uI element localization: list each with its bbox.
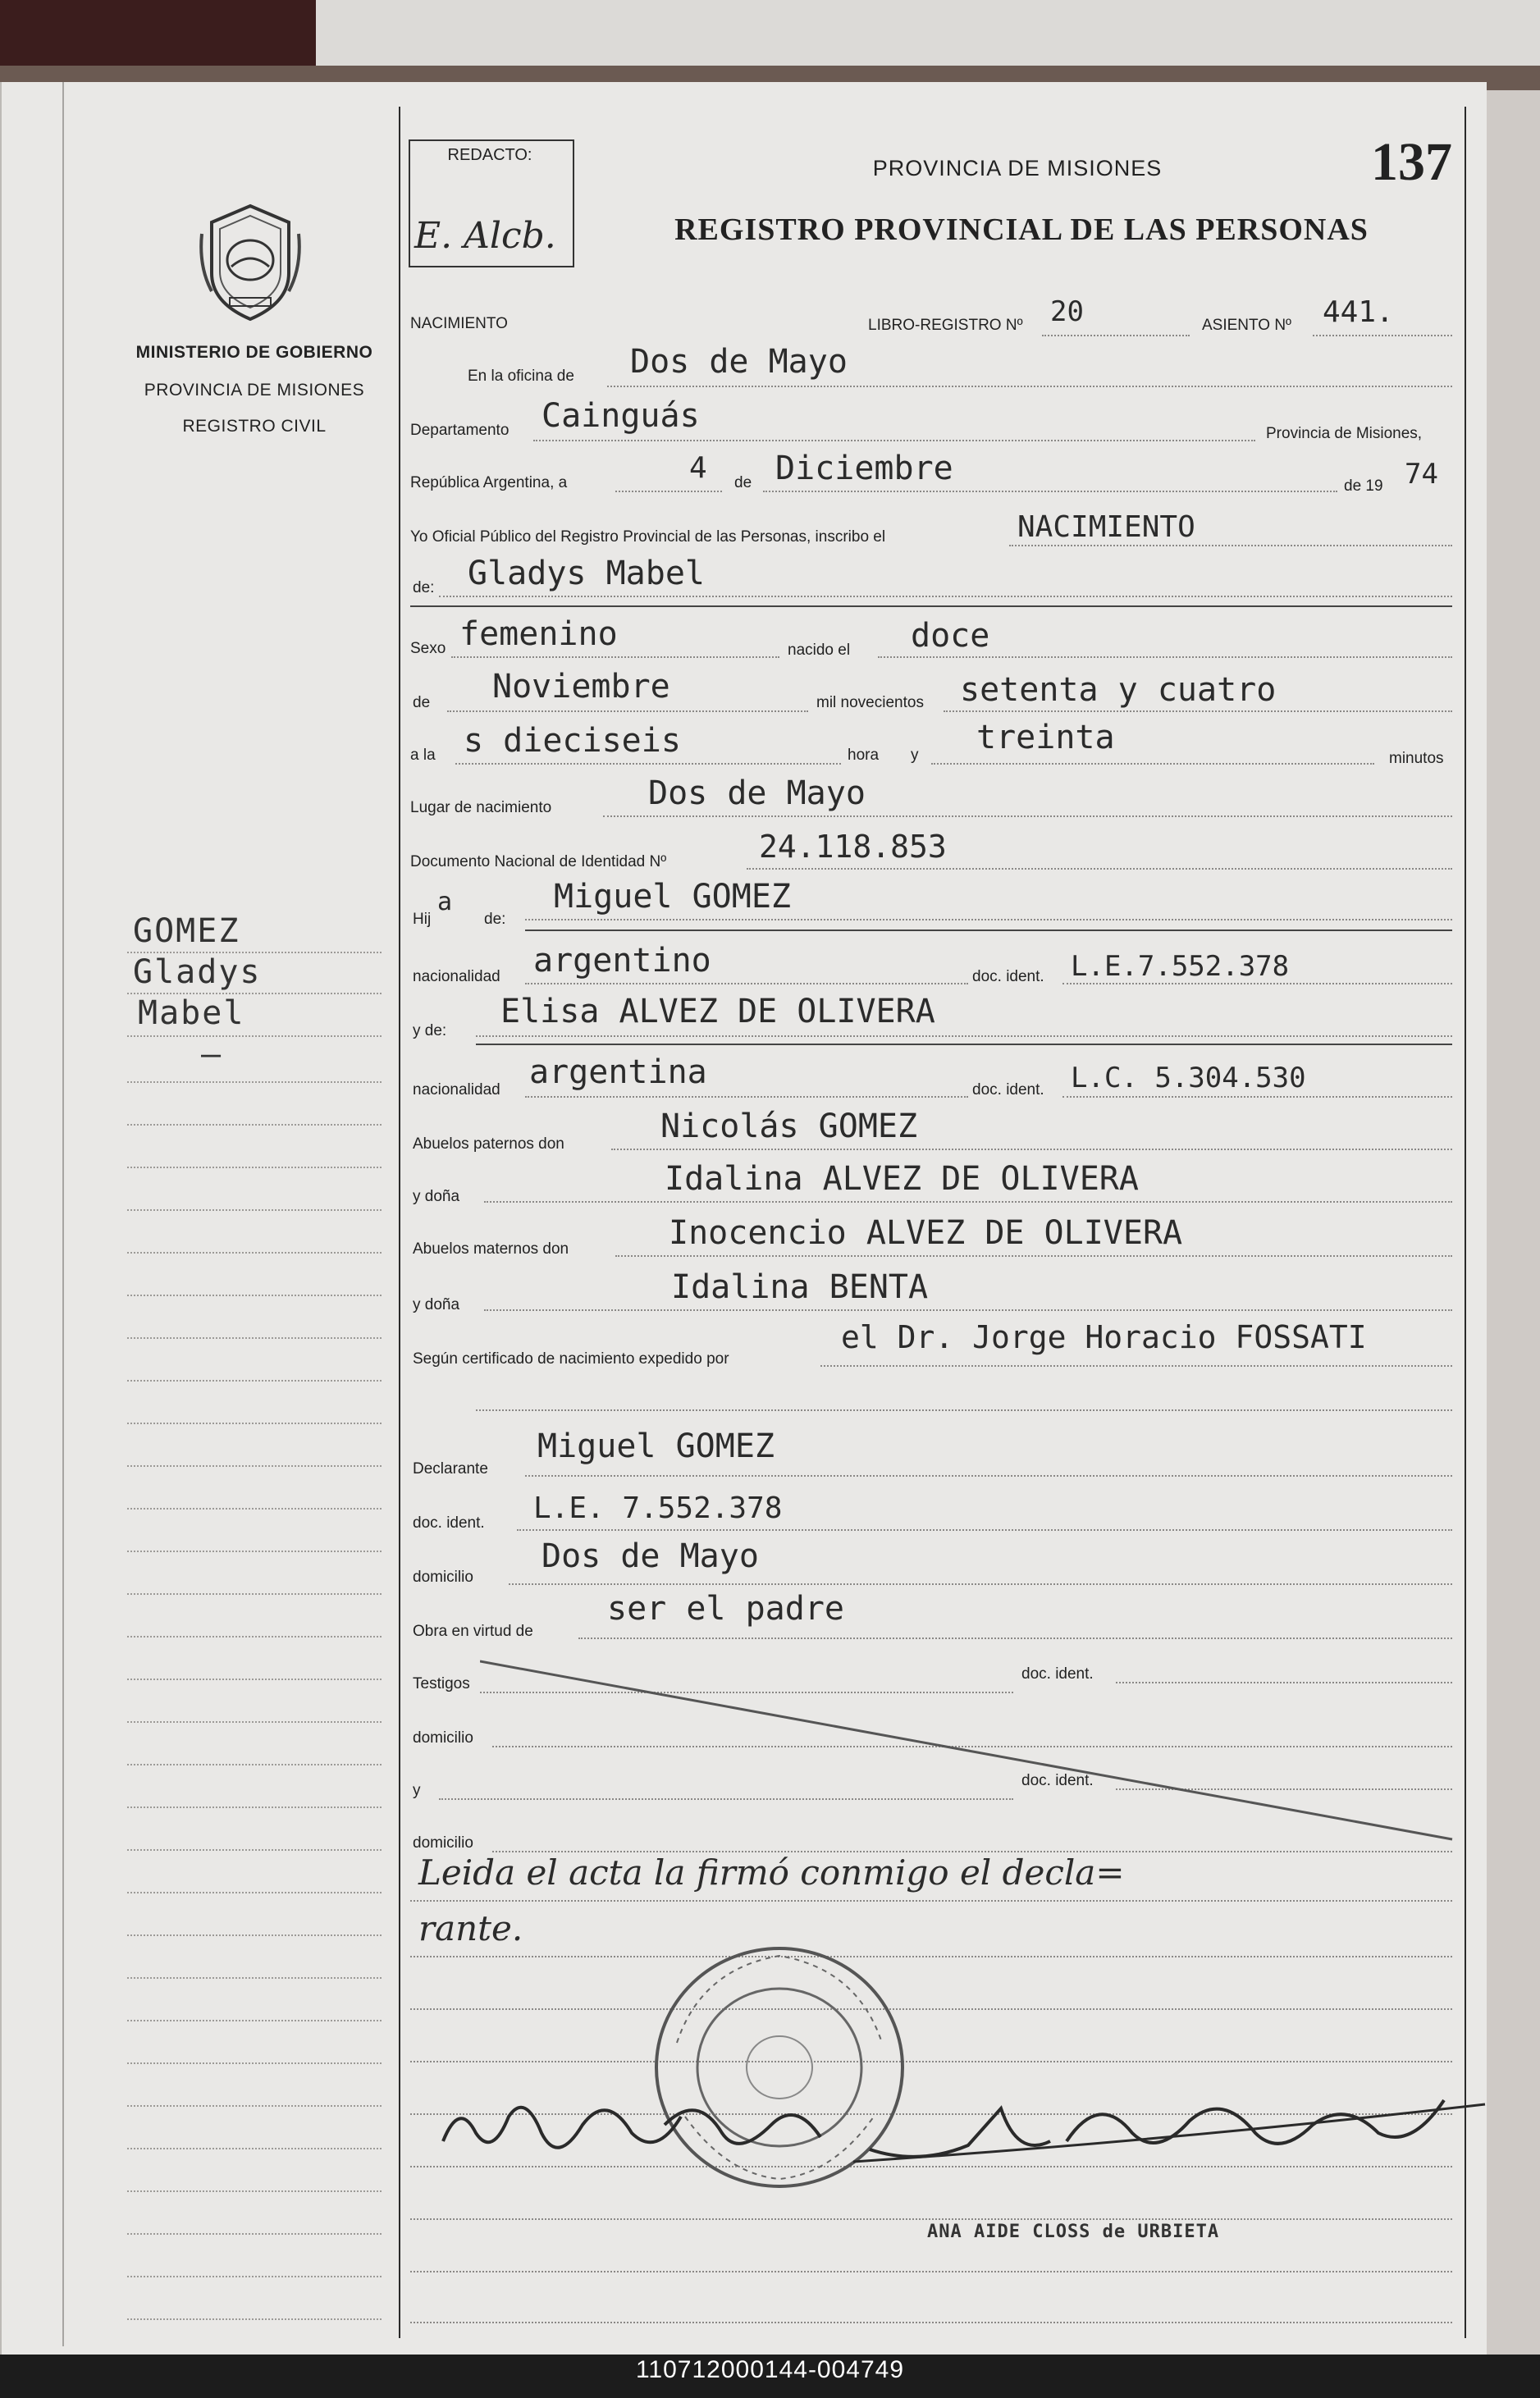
madre-rule (476, 1044, 1452, 1045)
nacido-mes-value: Noviembre (492, 668, 670, 706)
blank-line-6 (410, 2271, 1452, 2272)
margin-line (127, 1167, 382, 1168)
margin-line (127, 2062, 382, 2064)
margin-line (127, 1465, 382, 1467)
provincial-seal-emblem (197, 201, 304, 324)
domicilio-value: Dos de Mayo (542, 1537, 759, 1575)
leida-line-2 (410, 1956, 1452, 1957)
dia-line (615, 491, 722, 492)
nacimiento-label: NACIMIENTO (410, 315, 508, 332)
abuelo-mat-value: Inocencio ALVEZ DE OLIVERA (669, 1214, 1183, 1252)
blank-line-7 (410, 2322, 1452, 2323)
hij-suffix: a (437, 888, 453, 916)
doc-padre-line (1062, 983, 1452, 984)
hora-line (455, 763, 841, 765)
abuela-pat-line (484, 1201, 1452, 1203)
minutos-label: minutos (1389, 750, 1444, 767)
margin-line (127, 1636, 382, 1637)
libro-line (1042, 335, 1190, 336)
leida-text-line-1: Leida el acta la firmó conmigo el decla= (418, 1852, 1125, 1893)
margin-line (127, 1934, 382, 1936)
page-number: 137 (1371, 132, 1452, 192)
nac-padre-label: nacionalidad (413, 968, 500, 985)
margin-line (127, 1081, 382, 1083)
nacido-dia-line (878, 656, 1452, 658)
redacto-initials: E. Alcb. (414, 215, 556, 257)
padre-line (525, 919, 1452, 920)
doc-madre-line (1062, 1096, 1452, 1098)
departamento-value: Cainguás (542, 397, 700, 435)
nacido-anio-line (944, 710, 1452, 712)
margin-line (127, 1209, 382, 1211)
asiento-value: 441. (1323, 295, 1394, 329)
oficina-value: Dos de Mayo (630, 343, 848, 381)
dni-line (747, 868, 1452, 870)
redacto-label: REDACTO: (447, 146, 532, 164)
margin-dash: – (201, 1035, 223, 1073)
abuela-mat-line (484, 1309, 1452, 1311)
de-label: de (734, 474, 752, 491)
margin-line (127, 2190, 382, 2192)
minutos-value: treinta (976, 719, 1115, 756)
hora-value: s dieciseis (464, 722, 681, 760)
margin-line (127, 993, 382, 994)
nac-padre-line (525, 983, 968, 984)
abuelo-pat-value: Nicolás GOMEZ (660, 1108, 918, 1145)
madre-line (476, 1035, 1452, 1037)
hij-de-label: de: (484, 911, 506, 928)
abuelo-pat-line (611, 1149, 1452, 1150)
nombre-line (439, 596, 1452, 597)
obra-value: ser el padre (607, 1590, 844, 1628)
lugar-value: Dos de Mayo (648, 774, 866, 812)
hij-label: Hij (413, 911, 432, 928)
y-label: y (911, 747, 919, 764)
oficina-label: En la oficina de (468, 368, 574, 385)
sexo-label: Sexo (410, 640, 446, 657)
domicilio-label-t1: domicilio (413, 1729, 473, 1747)
section-rule (410, 605, 1452, 607)
mil-label: mil novecientos (816, 694, 924, 711)
margin-line (127, 2105, 382, 2107)
libro-value: 20 (1050, 295, 1084, 328)
margin-line (127, 2233, 382, 2235)
doc-padre-value: L.E.7.552.378 (1071, 950, 1290, 983)
lugar-label: Lugar de nacimiento (410, 799, 552, 816)
margin-middle-name: Mabel (138, 994, 245, 1032)
declarante-value: Miguel GOMEZ (537, 1427, 775, 1465)
doc-decl-label: doc. ident. (413, 1514, 485, 1532)
anio-value: 74 (1405, 458, 1438, 491)
book-cover-corner (0, 0, 316, 75)
testigos-cross-out (480, 1657, 1456, 1846)
margin-line (127, 952, 382, 953)
margin-line (127, 1337, 382, 1339)
margin-line (127, 1849, 382, 1851)
minutos-line (931, 763, 1374, 765)
obra-label: Obra en virtud de (413, 1623, 533, 1640)
margin-line (127, 1806, 382, 1808)
y-de-label: y de: (413, 1022, 447, 1039)
margin-line (127, 1892, 382, 1893)
margin-line (127, 1721, 382, 1723)
nac-padre-value: argentino (533, 942, 711, 980)
doc-ident-label: doc. ident. (972, 968, 1044, 985)
nacido-label: nacido el (788, 642, 851, 659)
lugar-line (603, 815, 1452, 817)
abuelo-mat-line (615, 1255, 1452, 1257)
padre-value: Miguel GOMEZ (554, 878, 791, 916)
nombre-value: Gladys Mabel (468, 555, 705, 592)
asiento-line (1313, 335, 1452, 336)
doc-ident-label-t2: doc. ident. (1021, 1772, 1094, 1789)
dni-label: Documento Nacional de Identidad Nº (410, 853, 667, 870)
doc-decl-line (517, 1529, 1452, 1531)
nacido-dia-value: doce (911, 617, 990, 655)
doc-madre-value: L.C. 5.304.530 (1071, 1062, 1306, 1094)
dni-value: 24.118.853 (759, 829, 947, 865)
margin-line (127, 1508, 382, 1510)
form-rule-right (1465, 107, 1466, 2338)
province-heading: PROVINCIA DE MISIONES (872, 156, 1163, 180)
sexo-value: femenino (459, 615, 618, 653)
departamento-line (533, 440, 1255, 441)
doc-ident-label-madre: doc. ident. (972, 1081, 1044, 1099)
testigos-label: Testigos (413, 1675, 470, 1692)
blank-line-5 (410, 2218, 1452, 2220)
doc-ident-label-t1: doc. ident. (1021, 1665, 1094, 1683)
margin-rule-outer (62, 82, 64, 2346)
libro-label: LIBRO-REGISTRO Nº (868, 317, 1023, 334)
margin-line (127, 1423, 382, 1424)
doc-decl-value: L.E. 7.552.378 (533, 1491, 783, 1525)
oficina-line (607, 386, 1452, 387)
margin-line (127, 2148, 382, 2149)
registry-title: REGISTRO PROVINCIAL DE LAS PERSONAS (674, 212, 1369, 247)
de19-label: de 19 (1344, 477, 1383, 495)
signatures (427, 2043, 1493, 2199)
ministry-label: MINISTERIO DE GOBIERNO (135, 343, 373, 362)
margin-line (127, 1977, 382, 1979)
a-la-label: a la (410, 747, 436, 764)
margin-line (127, 1593, 382, 1595)
domicilio-line (509, 1583, 1452, 1585)
oficial-label: Yo Oficial Público del Registro Provincial de las Personas, inscribo el (410, 528, 886, 546)
margin-line (127, 1252, 382, 1254)
margin-line (127, 1124, 382, 1126)
nac-madre-line (525, 1096, 968, 1098)
margin-line (127, 2020, 382, 2021)
margin-line (127, 1035, 382, 1037)
domicilio-label: domicilio (413, 1569, 473, 1586)
y-label-t2: y (413, 1782, 421, 1799)
margin-line (127, 1764, 382, 1765)
asiento-label: ASIENTO Nº (1202, 317, 1291, 334)
provincia-suffix: Provincia de Misiones, (1266, 425, 1423, 442)
blank-line-1 (410, 2008, 1452, 2010)
certificado-line-2 (476, 1409, 1452, 1411)
abuelos-mat-label: Abuelos maternos don (413, 1240, 569, 1258)
margin-line (127, 1380, 382, 1382)
obra-line (578, 1637, 1452, 1639)
certificado-label: Según certificado de nacimiento expedido por (413, 1350, 729, 1368)
hora-label: hora (848, 747, 880, 764)
acto-value: NACIMIENTO (1017, 510, 1195, 544)
nacido-mes-line (447, 710, 808, 712)
margin-line (127, 1551, 382, 1552)
nac-madre-label: nacionalidad (413, 1081, 500, 1099)
province-label: PROVINCIA DE MISIONES (144, 381, 365, 400)
declarante-label: Declarante (413, 1460, 488, 1478)
dia-value: 4 (689, 451, 707, 485)
abuela-mat-value: Idalina BENTA (671, 1268, 929, 1306)
margin-line (127, 1295, 382, 1296)
leida-text-line-2: rante. (418, 1908, 523, 1948)
margin-line (127, 2318, 382, 2320)
nac-madre-value: argentina (529, 1053, 707, 1091)
abuela-pat-value: Idalina ALVEZ DE OLIVERA (665, 1160, 1139, 1198)
y-dona-label-2: y doña (413, 1296, 460, 1313)
margin-line (127, 2276, 382, 2277)
nacido-anio-value: setenta y cuatro (960, 671, 1277, 709)
margin-line (127, 1679, 382, 1680)
document-id: 110712000144-004749 (635, 2356, 905, 2383)
margin-rule (399, 107, 400, 2338)
declarante-line (525, 1475, 1452, 1477)
abuelos-pat-label: Abuelos paternos don (413, 1135, 564, 1153)
mes-line (763, 491, 1337, 492)
official-name: ANA AIDE CLOSS de URBIETA (927, 2222, 1220, 2242)
domicilio-label-t2: domicilio (413, 1834, 473, 1852)
certificado-value: el Dr. Jorge Horacio FOSSATI (841, 1319, 1367, 1355)
acto-line (1009, 545, 1452, 546)
leida-line-1 (410, 1900, 1452, 1902)
mes-value: Diciembre (775, 450, 953, 487)
de2-label: de (413, 694, 431, 711)
republica-label: República Argentina, a (410, 474, 568, 491)
padre-rule (525, 930, 1452, 931)
de-nombre-label: de: (413, 579, 435, 596)
y-dona-label: y doña (413, 1188, 460, 1205)
certificado-line (820, 1365, 1452, 1367)
margin-surname: GOMEZ (133, 912, 240, 950)
civil-registry-label: REGISTRO CIVIL (182, 417, 327, 436)
departamento-label: Departamento (410, 422, 510, 439)
margin-first-name: Gladys (133, 953, 262, 991)
sexo-line (451, 656, 779, 658)
madre-value: Elisa ALVEZ DE OLIVERA (500, 993, 935, 1030)
